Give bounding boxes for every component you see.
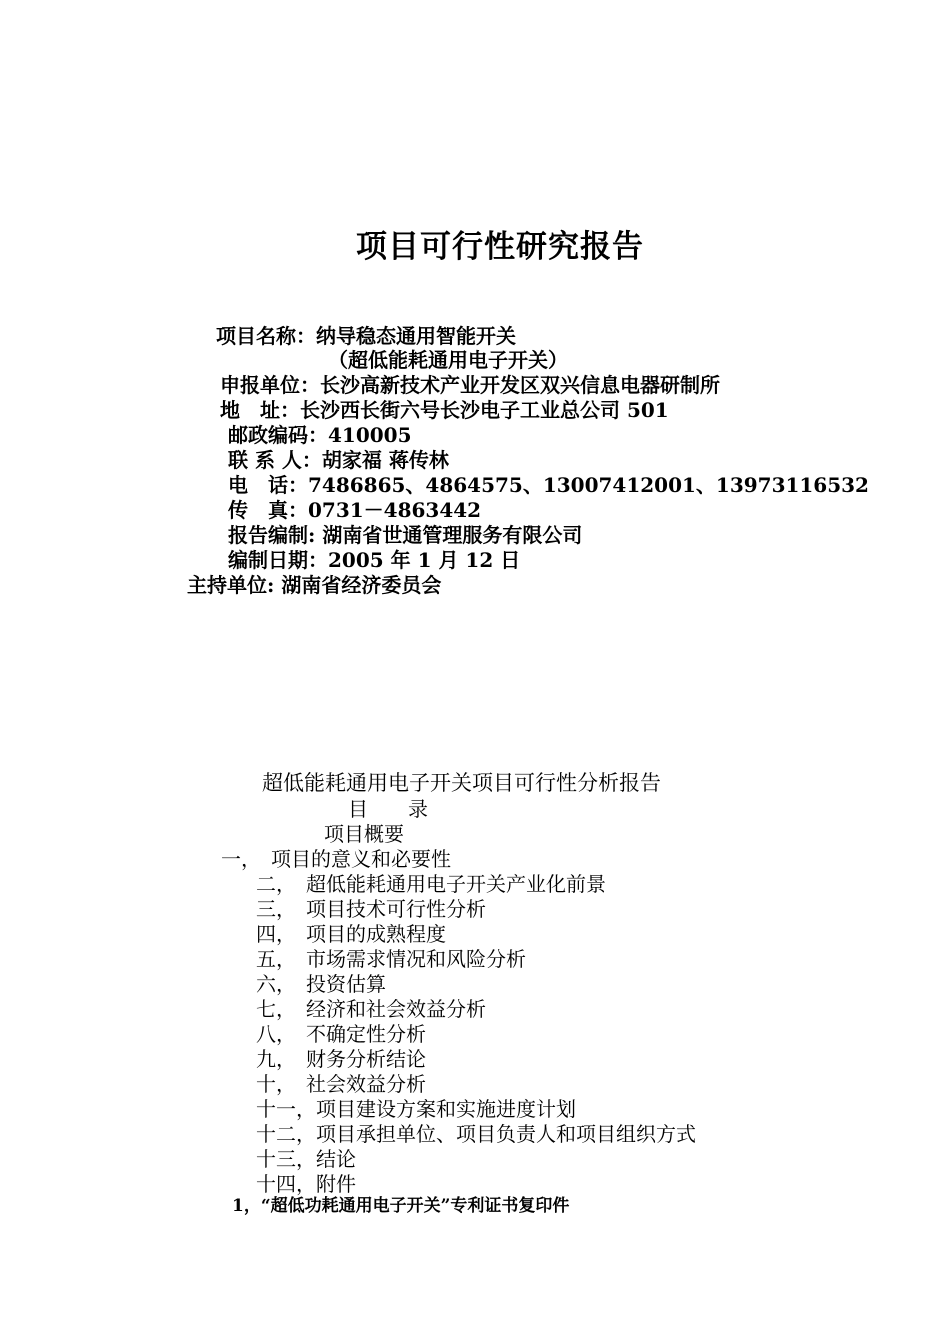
toc-item: 四， 项目的成熟程度: [256, 922, 446, 946]
contact-person: 联 系 人：胡家福 蒋传林: [228, 448, 449, 472]
compiled-date: 编制日期：2005 年 1 月 12 日: [228, 548, 521, 572]
toc-item: 十二，项目承担单位、项目负责人和项目组织方式: [256, 1122, 696, 1146]
toc-item: 一， 项目的意义和必要性: [221, 847, 451, 871]
toc-item: 十四，附件: [256, 1172, 356, 1196]
project-name: 项目名称：纳导稳态通用智能开关: [216, 324, 516, 348]
compiled-by: 报告编制: 湖南省世通管理服务有限公司: [228, 523, 583, 547]
postcode: 邮政编码：410005: [228, 423, 412, 447]
project-subtitle: （超低能耗通用电子开关）: [328, 348, 568, 372]
toc-item: 九， 财务分析结论: [256, 1047, 426, 1071]
toc-item: 十三，结论: [256, 1147, 356, 1171]
toc-item: 二， 超低能耗通用电子开关产业化前景: [256, 872, 606, 896]
toc-overview: 项目概要: [324, 822, 404, 846]
toc-item: 十一，项目建设方案和实施进度计划: [256, 1097, 576, 1121]
toc-item: 十， 社会效益分析: [256, 1072, 426, 1096]
phone: 电 话：7486865、4864575、13007412001、13973116532: [228, 473, 869, 497]
toc-item: 七， 经济和社会效益分析: [256, 997, 486, 1021]
applicant-unit: 申报单位：长沙高新技术产业开发区双兴信息电器研制所: [220, 373, 720, 397]
toc-item: 五， 市场需求情况和风险分析: [256, 947, 526, 971]
host-unit: 主持单位: 湖南省经济委员会: [187, 573, 442, 597]
address: 地 址：长沙西长街六号长沙电子工业总公司 501: [220, 398, 669, 422]
toc-item: 三， 项目技术可行性分析: [256, 897, 486, 921]
report-title: 项目可行性研究报告: [356, 229, 644, 265]
toc-item: 八， 不确定性分析: [256, 1022, 426, 1046]
toc-report-title: 超低能耗通用电子开关项目可行性分析报告: [262, 771, 661, 795]
fax: 传 真：0731－4863442: [228, 498, 482, 522]
toc-item: 六， 投资估算: [256, 972, 386, 996]
toc-heading: 目 录: [348, 797, 428, 821]
toc-annex-item: 1，“超低功耗通用电子开关”专利证书复印件: [232, 1196, 570, 1216]
